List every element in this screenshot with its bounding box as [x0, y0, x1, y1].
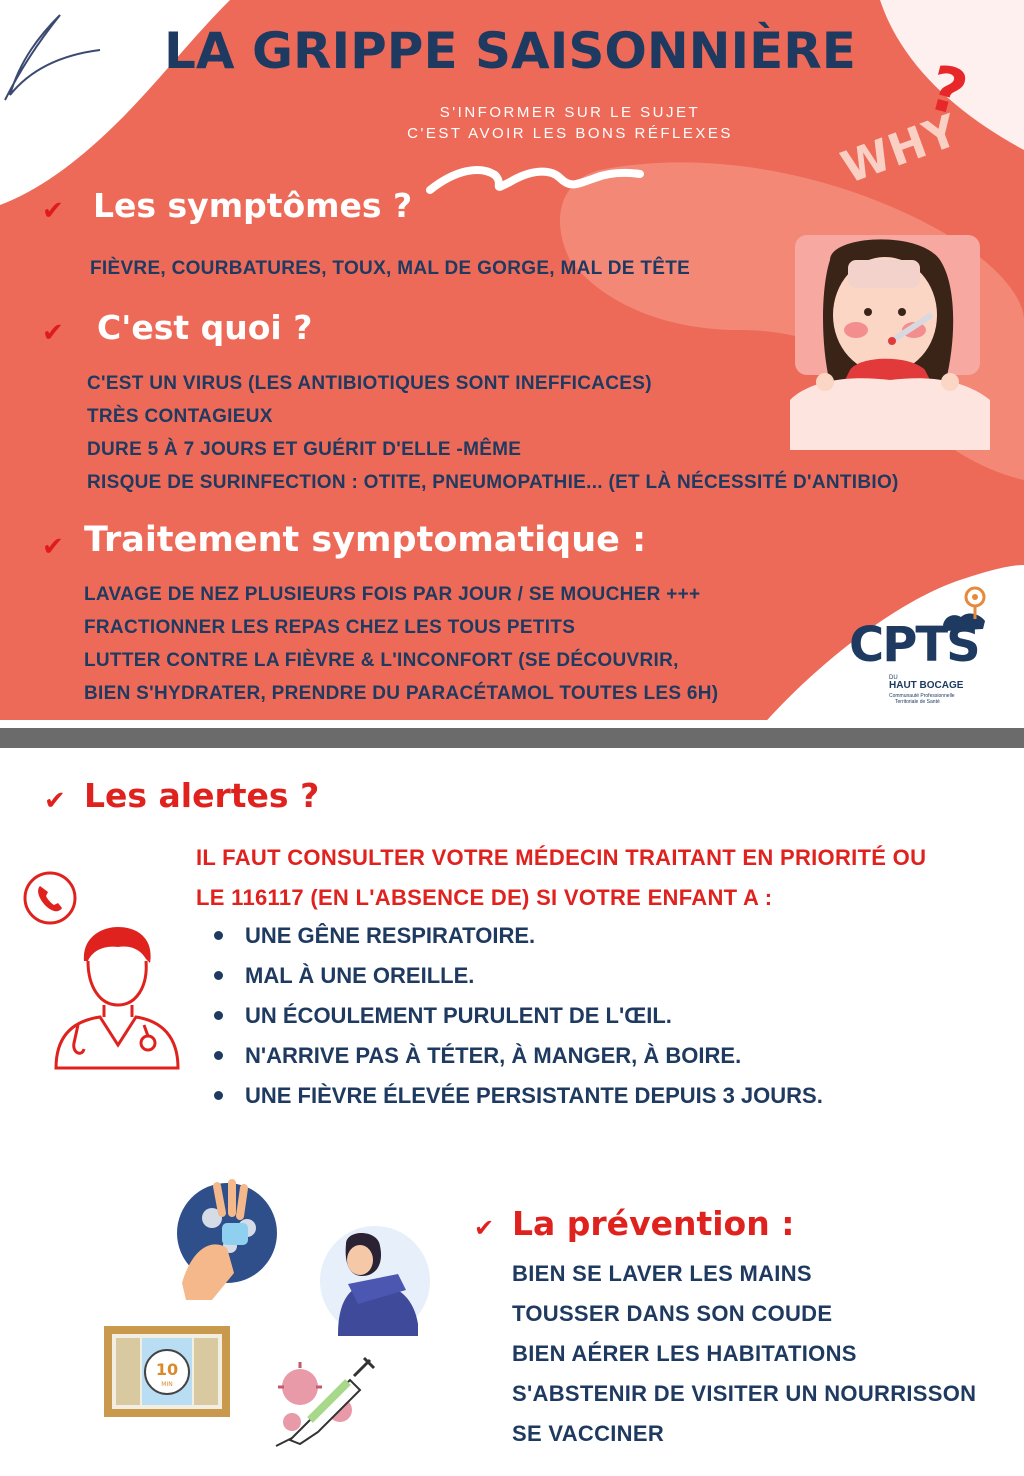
handwashing-icon: [172, 1178, 282, 1303]
swoosh-decoration: [425, 160, 645, 200]
bullet-icon: [214, 931, 223, 940]
top-panel: [0, 0, 1024, 728]
symptoms-line: FIÈVRE, COURBATURES, TOUX, MAL DE GORGE, MAL DE TÊTE: [90, 258, 691, 279]
scribble-decoration: [0, 0, 110, 110]
bullet-icon: [214, 1011, 223, 1020]
alerts-intro-line: IL FAUT CONSULTER VOTRE MÉDECIN TRAITANT EN PRIORITÉ OU: [196, 845, 927, 870]
logo-tagline: Communauté Professionnelle: [889, 693, 955, 699]
treatment-line: FRACTIONNER LES REPAS CHEZ LES TOUS PETITS: [84, 617, 576, 638]
cough-in-elbow-icon: [318, 1224, 433, 1339]
list-item: BIEN SE LAVER LES MAINS: [512, 1261, 812, 1286]
definition-line: TRÈS CONTAGIEUX: [87, 406, 273, 427]
prevention-list: [512, 1254, 976, 1454]
logo-place: HAUT BOCAGE: [889, 680, 964, 691]
list-item: [214, 996, 823, 1036]
list-item: [214, 916, 823, 956]
list-item: S'ABSTENIR DE VISITER UN NOURRISSON: [512, 1381, 977, 1406]
list-item-text: UNE FIÈVRE ÉLEVÉE PERSISTANTE DEPUIS 3 JOURS.: [245, 1083, 823, 1108]
check-icon: ✔: [474, 1214, 495, 1242]
subtitle-line: S'INFORMER SUR LE SUJET: [439, 104, 701, 121]
logo-du: DU: [889, 675, 898, 681]
alerts-list: [214, 916, 823, 1116]
definition-line: C'EST UN VIRUS (LES ANTIBIOTIQUES SONT INEFFICACES): [87, 373, 652, 394]
list-item-text: UNE GÊNE RESPIRATOIRE.: [245, 923, 536, 948]
why-text: WHY: [834, 104, 966, 195]
section-divider: [0, 728, 1024, 748]
sick-girl-illustration: [790, 230, 990, 450]
phone-icon: [22, 870, 78, 926]
page-title: LA GRIPPE SAISONNIÈRE: [164, 22, 856, 80]
window-timer-icon: [102, 1324, 232, 1419]
vaccine-icon: [270, 1352, 380, 1447]
check-icon: ✔: [42, 196, 64, 226]
timer-unit: MIN: [161, 1381, 173, 1388]
list-item: TOUSSER DANS SON COUDE: [512, 1301, 833, 1326]
list-item: BIEN AÉRER LES HABITATIONS: [512, 1341, 857, 1366]
alerts-intro: [196, 838, 926, 918]
prevention-heading: La prévention :: [512, 1204, 795, 1243]
bullet-icon: [214, 971, 223, 980]
treatment-line: BIEN S'HYDRATER, PRENDRE DU PARACÉTAMOL TOUTES LES 6H): [84, 683, 719, 704]
definition-line: DURE 5 À 7 JOURS ET GUÉRIT D'ELLE -MÊME: [87, 439, 522, 460]
treatment-heading: Traitement symptomatique :: [84, 520, 647, 560]
symptoms-heading: Les symptômes ?: [93, 186, 413, 225]
definition-heading: C'est quoi ?: [97, 308, 313, 347]
subtitle-line: C'EST AVOIR LES BONS RÉFLEXES: [407, 125, 733, 142]
page-subtitle: [330, 102, 810, 144]
definition-text: [87, 367, 899, 499]
bullet-icon: [214, 1091, 223, 1100]
definition-line: RISQUE DE SURINFECTION : OTITE, PNEUMOPATHIE... (ET LÀ NÉCESSITÉ D'ANTIBIO): [87, 472, 899, 493]
doctor-icon: [52, 925, 182, 1070]
question-mark-icon: ?: [921, 50, 975, 131]
symptoms-text: [90, 252, 690, 285]
alerts-intro-line: LE 116117 (EN L'ABSENCE DE) SI VOTRE ENFANT A :: [196, 885, 773, 910]
list-item: [214, 1036, 823, 1076]
list-item-text: N'ARRIVE PAS À TÉTER, À MANGER, À BOIRE.: [245, 1043, 742, 1068]
why-graphic: [830, 50, 990, 195]
list-item: SE VACCINER: [512, 1421, 665, 1446]
treatment-text: [84, 578, 718, 710]
check-icon: ✔: [42, 318, 64, 348]
list-item: [214, 956, 823, 996]
check-icon: ✔: [44, 786, 66, 816]
cpts-logo: [845, 585, 995, 715]
list-item-text: UN ÉCOULEMENT PURULENT DE L'ŒIL.: [245, 1003, 672, 1028]
list-item: [214, 1076, 823, 1116]
check-icon: ✔: [42, 532, 64, 562]
logo-name: CPTS: [849, 617, 979, 673]
alerts-heading: Les alertes ?: [84, 776, 320, 815]
logo-tagline: Territoriale de Santé: [895, 699, 940, 705]
list-item-text: MAL À UNE OREILLE.: [245, 963, 475, 988]
treatment-line: LUTTER CONTRE LA FIÈVRE & L'INCONFORT (SE DÉCOUVRIR,: [84, 650, 679, 671]
treatment-line: LAVAGE DE NEZ PLUSIEURS FOIS PAR JOUR / SE MOUCHER +++: [84, 584, 701, 605]
bullet-icon: [214, 1051, 223, 1060]
timer-value: 10: [155, 1360, 179, 1379]
